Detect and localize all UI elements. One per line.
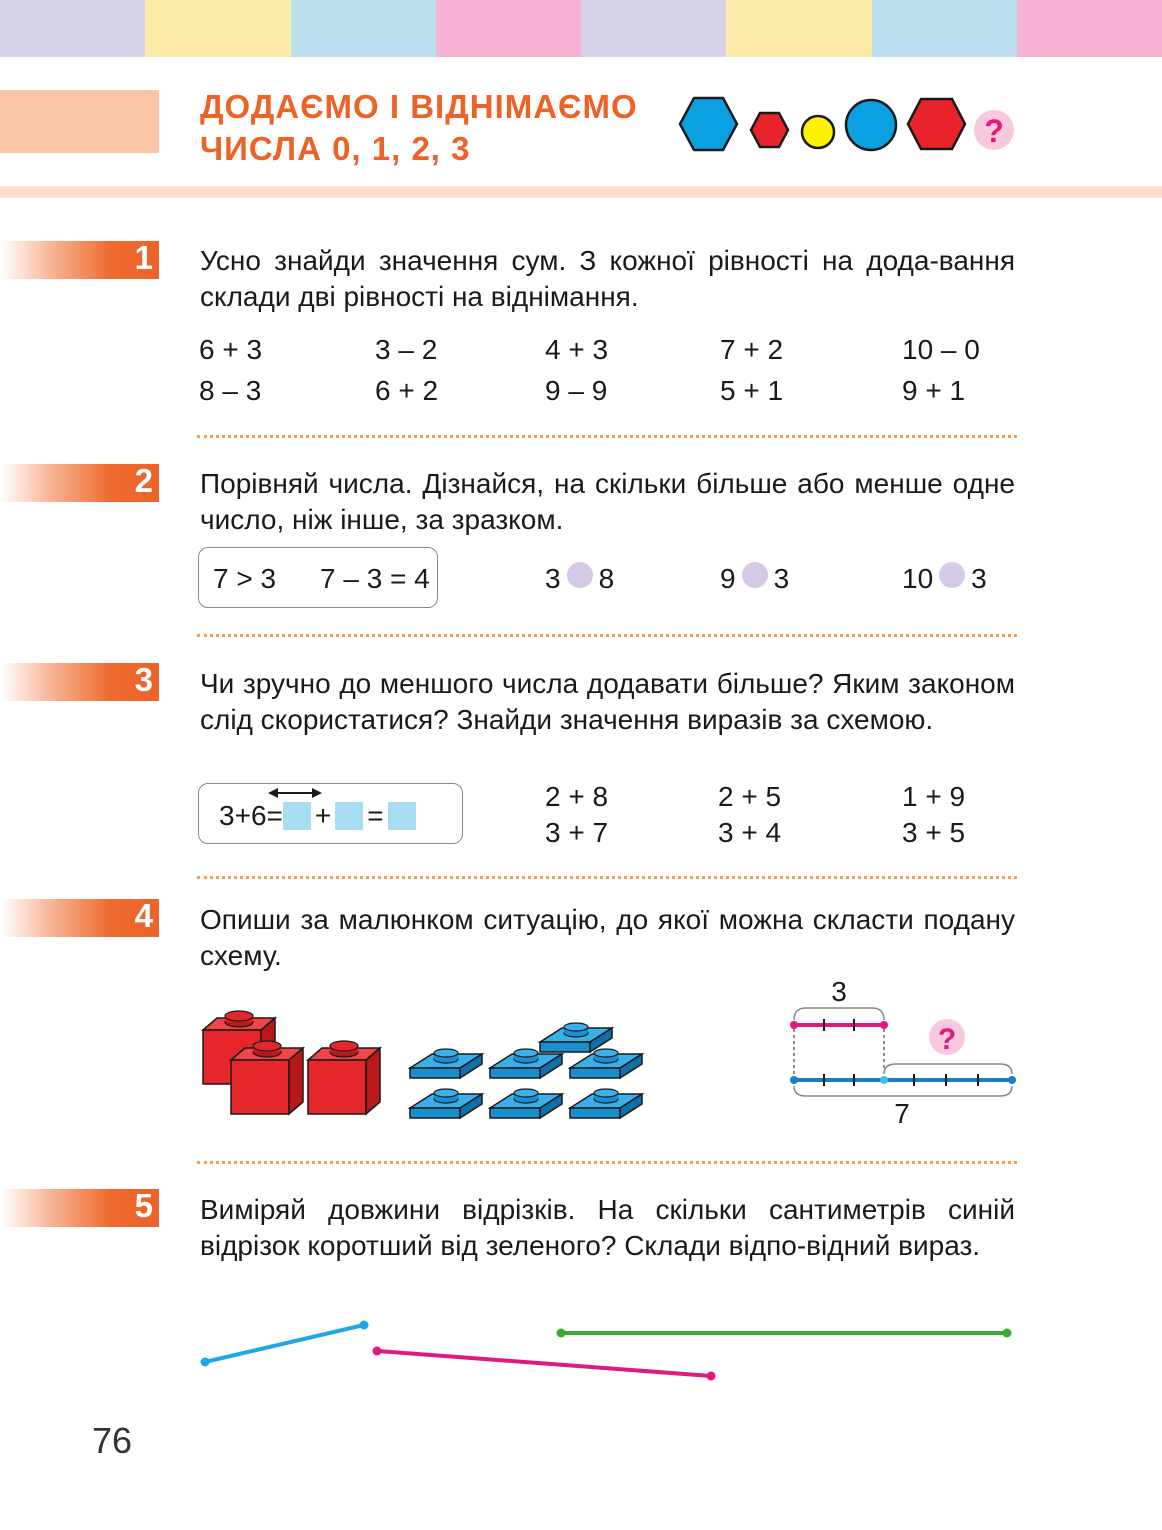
task-1-expr: 6 + 3 bbox=[199, 334, 263, 365]
blue-plate-icon bbox=[570, 1089, 642, 1118]
task-1-number-bar bbox=[0, 241, 159, 279]
compare-right: 8 bbox=[598, 563, 615, 594]
task-5-number: 5 bbox=[134, 1187, 153, 1224]
task-3-expr: 2 + 5 bbox=[718, 781, 782, 812]
task-3-number-bar bbox=[0, 663, 159, 701]
dotted-divider bbox=[197, 876, 1017, 879]
stripe-4 bbox=[436, 0, 581, 57]
blue-plate-icon bbox=[570, 1049, 642, 1078]
task-2-example-a: 7 > 3 bbox=[213, 563, 277, 594]
segments-diagram bbox=[190, 1310, 1020, 1390]
task-4-number-bar bbox=[0, 899, 159, 937]
task-3-expr: 3 + 7 bbox=[545, 817, 609, 848]
task-3-expr: 3 + 4 bbox=[718, 817, 782, 848]
stripe-3 bbox=[291, 0, 436, 57]
blocks-illustration bbox=[195, 1000, 655, 1130]
task-3-expr: 1 + 9 bbox=[902, 781, 966, 812]
scheme-question-mark: ? bbox=[937, 1023, 957, 1056]
task-5-number-bar bbox=[0, 1189, 159, 1227]
red-brick-icon bbox=[231, 1041, 303, 1114]
red-brick-icon bbox=[308, 1041, 380, 1114]
task-3-expr: 3 + 5 bbox=[902, 817, 966, 848]
compare-sign-placeholder[interactable] bbox=[939, 562, 965, 588]
yellow-circle-icon bbox=[802, 116, 834, 148]
stripe-2 bbox=[145, 0, 290, 57]
stripe-8 bbox=[1017, 0, 1162, 57]
blue-plate-icon bbox=[490, 1049, 562, 1078]
task-1-expr: 10 – 0 bbox=[902, 334, 980, 365]
task-2-compare-pair bbox=[720, 561, 789, 597]
task-1-expr: 6 + 2 bbox=[375, 375, 439, 406]
scheme-top-number: 3 bbox=[831, 976, 847, 1007]
compare-sign-placeholder[interactable] bbox=[567, 562, 593, 588]
blue-plate-icon bbox=[490, 1089, 562, 1118]
task-1-text: Усно знайди значення сум. З кожної рівності на дода-вання склади дві рівності на віднімання. bbox=[200, 245, 1015, 312]
task-2-compare-pair bbox=[545, 561, 614, 597]
stripe-5 bbox=[581, 0, 726, 57]
blue-segment bbox=[205, 1325, 364, 1362]
blue-circle-icon bbox=[846, 100, 896, 150]
task-5-text: Виміряй довжини відрізків. На скільки сантиметрів синій відрізок коротший від зеленого? Склади відпо-відний вираз. bbox=[200, 1194, 1015, 1261]
compare-left: 10 bbox=[902, 563, 934, 594]
task-1-expr: 8 – 3 bbox=[199, 375, 262, 406]
compare-left: 9 bbox=[720, 563, 736, 594]
scheme-plus-2: + bbox=[314, 800, 332, 831]
scheme-plus: + bbox=[234, 800, 251, 831]
task-2-number: 2 bbox=[134, 462, 153, 499]
scheme-eq-2: = bbox=[367, 800, 384, 831]
scheme-b: 6 bbox=[250, 800, 267, 831]
scheme-a: 3 bbox=[219, 800, 235, 831]
task-1-expr: 9 – 9 bbox=[545, 375, 608, 406]
task-1-number: 1 bbox=[134, 239, 153, 276]
scheme-bottom-number: 7 bbox=[894, 1098, 910, 1129]
stripe-1 bbox=[0, 0, 145, 57]
segment-scheme-diagram bbox=[780, 970, 1020, 1135]
shapes-pattern bbox=[676, 92, 1021, 158]
task-1-expr: 4 + 3 bbox=[545, 334, 609, 365]
blue-plate-icon bbox=[540, 1023, 612, 1052]
blue-hexagon-icon bbox=[680, 98, 737, 150]
dotted-divider bbox=[197, 1161, 1017, 1164]
task-1-expr: 3 – 2 bbox=[375, 334, 438, 365]
compare-left: 3 bbox=[545, 563, 561, 594]
answer-box[interactable] bbox=[388, 802, 416, 830]
answer-box[interactable] bbox=[335, 802, 363, 830]
scheme-eq: = bbox=[266, 800, 283, 831]
stripe-6 bbox=[726, 0, 871, 57]
title-accent-block bbox=[0, 90, 159, 153]
dotted-divider bbox=[197, 634, 1017, 637]
task-3-number: 3 bbox=[134, 661, 153, 698]
page-number: 76 bbox=[92, 1420, 133, 1461]
task-1-expr: 9 + 1 bbox=[902, 375, 966, 406]
blue-plate-icon bbox=[410, 1089, 482, 1118]
task-2-number-bar bbox=[0, 464, 159, 502]
blue-plate-icon bbox=[410, 1049, 482, 1078]
task-2-example-b: 7 – 3 = 4 bbox=[320, 563, 430, 594]
task-4-number: 4 bbox=[134, 897, 153, 934]
pink-segment bbox=[377, 1351, 711, 1376]
red-hexagon-icon bbox=[751, 113, 788, 147]
dotted-divider bbox=[197, 435, 1017, 438]
task-2-text: Порівняй числа. Дізнайся, на скільки більше або менше одне число, ніж інше, за зразком. bbox=[200, 468, 1015, 535]
stripe-7 bbox=[872, 0, 1017, 57]
compare-right: 3 bbox=[971, 563, 987, 594]
header-separator bbox=[0, 186, 1162, 198]
title-line-2: ЧИСЛА 0, 1, 2, 3 bbox=[200, 130, 471, 167]
task-3-expr: 2 + 8 bbox=[545, 781, 609, 812]
task-2-compare-pair bbox=[902, 561, 987, 597]
task-1-expr: 7 + 2 bbox=[720, 334, 784, 365]
answer-box[interactable] bbox=[283, 802, 311, 830]
compare-right: 3 bbox=[773, 563, 790, 594]
task-3-text: Чи зручно до меншого числа додавати більше? Яким законом слід скористатися? Знайди значення виразів за схемою. bbox=[200, 668, 1015, 735]
question-mark: ? bbox=[984, 113, 1004, 149]
compare-sign-placeholder[interactable] bbox=[742, 562, 768, 588]
task-3-scheme bbox=[219, 798, 416, 834]
task-4-text: Опиши за малюнком ситуацію, до якої можна скласти подану схему. bbox=[200, 904, 1015, 971]
title-line-1: ДОДАЄМО І ВІДНІМАЄМО bbox=[200, 88, 638, 125]
red-big-hexagon-icon bbox=[908, 99, 965, 149]
color-stripe-bar bbox=[0, 0, 1162, 57]
task-1-expr: 5 + 1 bbox=[720, 375, 784, 406]
page-title bbox=[200, 86, 638, 170]
